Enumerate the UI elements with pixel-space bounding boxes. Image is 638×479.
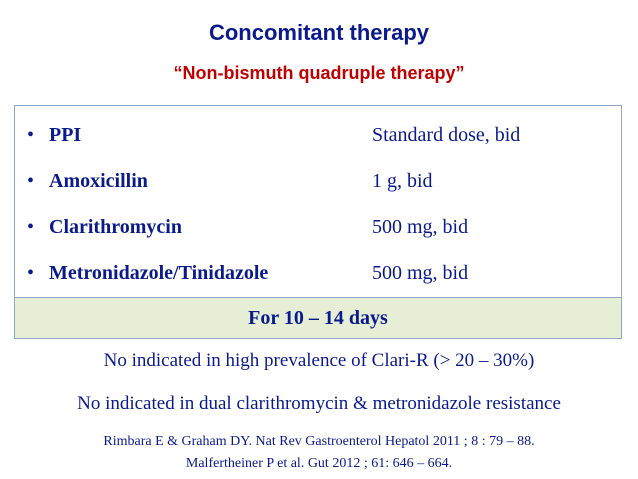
- reference-line: Rimbara E & Graham DY. Nat Rev Gastroenterol Hepatol 2011 ; 8 : 79 – 88.: [103, 434, 535, 449]
- slide-title: Concomitant therapy: [208, 20, 430, 45]
- drug-dose: Standard dose, bid: [372, 124, 521, 146]
- drug-name: Amoxicillin: [49, 170, 148, 192]
- note-line: No indicated in dual clarithromycin & metronidazole resistance: [77, 393, 561, 414]
- bullet-icon: •: [27, 124, 35, 146]
- drug-dose: 500 mg, bid: [372, 262, 469, 284]
- bullet-icon: •: [27, 216, 35, 238]
- bullet-icon: •: [27, 170, 35, 192]
- drug-name: Clarithromycin: [49, 216, 182, 238]
- duration-band: For 10 – 14 days: [15, 297, 621, 338]
- drug-dose: 1 g, bid: [372, 170, 433, 192]
- regimen-box: [14, 105, 622, 339]
- drug-name: Metronidazole/Tinidazole: [49, 262, 269, 284]
- drug-name: PPI: [49, 124, 82, 146]
- reference-line: Malfertheiner P et al. Gut 2012 ; 61: 646 – 664.: [185, 456, 453, 471]
- drug-dose: 500 mg, bid: [372, 216, 469, 238]
- slide-subtitle: “Non-bismuth quadruple therapy”: [173, 63, 465, 83]
- note-line: No indicated in high prevalence of Clari-R (> 20 – 30%): [103, 350, 535, 371]
- bullet-icon: •: [27, 262, 35, 284]
